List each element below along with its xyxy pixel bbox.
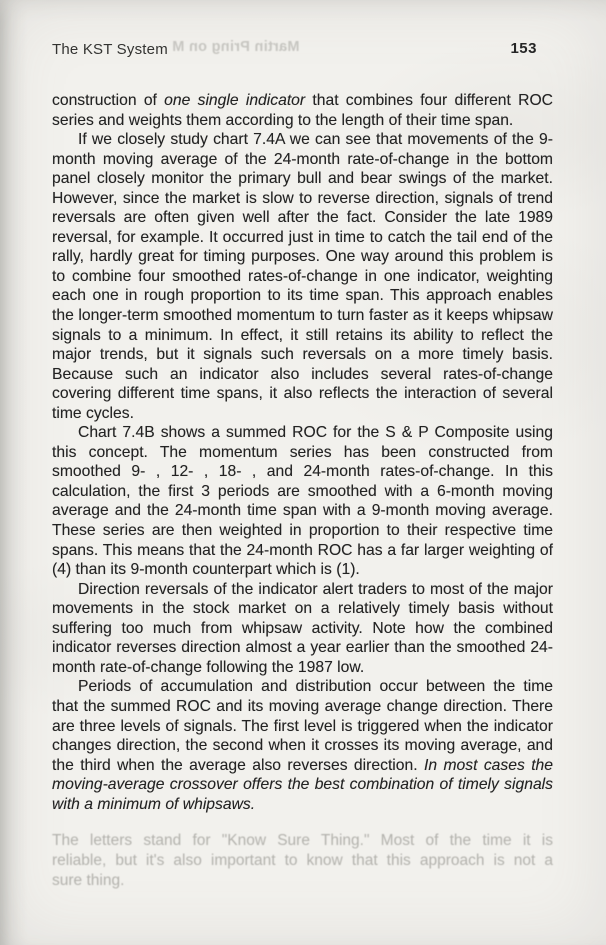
running-title: The KST System — [52, 41, 168, 58]
paragraph-5 — [52, 677, 553, 814]
body-text — [52, 91, 553, 814]
paragraph-1-italic: one single indicator — [164, 92, 306, 109]
paragraph-1-text: construction of — [52, 92, 165, 109]
paragraph-2-text: If we closely study chart 7.4A we can see that movements of the 9-month moving average of the 24-month rate-of-change in the bottom panel closely monitor the primary bull and bear swings of the market. However, since the market is slow to reverse direction, signals of trend reversals are often given well after the fact. Consider the late 1989 reversal, for example. It occurred just in time to catch the tail end of the rally, hardly great for timing purposes. One way around this problem is to combine four smoothed rates-of-change in one indicator, weighting each one in rough proportion to its time span. This approach enables the longer-term smoothed momentum to turn faster as it keeps whipsaw signals to a minimum. In effect, it still retains its ability to reflect the major trends, but it signals such reversals on a more timely basis. Because such an indicator also includes several rates-of-change covering different time spans, it also reflects the interaction of several time cycles. — [52, 131, 553, 422]
bleed-through-mirrored-title: Martin Pring on M — [172, 39, 300, 55]
paragraph-3 — [52, 423, 553, 579]
paragraph-5-text: Periods of accumulation and distribution occur between the time that the summed ROC and its moving average change direction. There are three levels of signals. The first level is triggered when the indicator changes direction, the second when it crosses its moving average, and the third when the average also reverses direction. — [52, 678, 553, 774]
paragraph-5-italic: In most cases the moving-average crossover offers the best combination of timely signals with a minimum of whipsaws. — [52, 756, 553, 813]
paragraph-1 — [52, 91, 553, 130]
paragraph-2 — [52, 130, 553, 423]
bleed-through-line: sure thing. — [52, 871, 125, 889]
paragraph-3-text: Chart 7.4B shows a summed ROC for the S & P Composite using this concept. The momentum series has been constructed from smoothed 9- , 12- , 18- , and 24-month rates-of-change. In this calculation, the first 3 periods are smoothed with a 6-month moving average and the 24-month time span with a 9-month moving average. These series are then weighted in proportion to their respective time spans. This means that the 24-month ROC has a far larger weighting of (4) than its 9-month counterpart which is (1). — [52, 424, 553, 579]
running-header — [52, 41, 554, 59]
paragraph-1-text: that combines four different ROC series and weights them according to the length of their time span. — [52, 92, 553, 129]
paragraph-4 — [52, 580, 553, 678]
bleed-through-line: reliable, but it's also important to know that this approach is not a — [52, 851, 553, 869]
bleed-through-text — [52, 831, 553, 890]
paragraph-4-text: Direction reversals of the indicator alert traders to most of the major movements in the stock market on a relatively timely basis without suffering too much from whipsaw activity. Note how the combined indicator reverses direction almost a year earlier than the smoothed 24-month rate-of-change following the 1987 low. — [52, 580, 553, 676]
page-number: 153 — [510, 40, 537, 57]
bleed-through-line: The letters stand for "Know Sure Thing." Most of the time it is — [52, 832, 553, 849]
